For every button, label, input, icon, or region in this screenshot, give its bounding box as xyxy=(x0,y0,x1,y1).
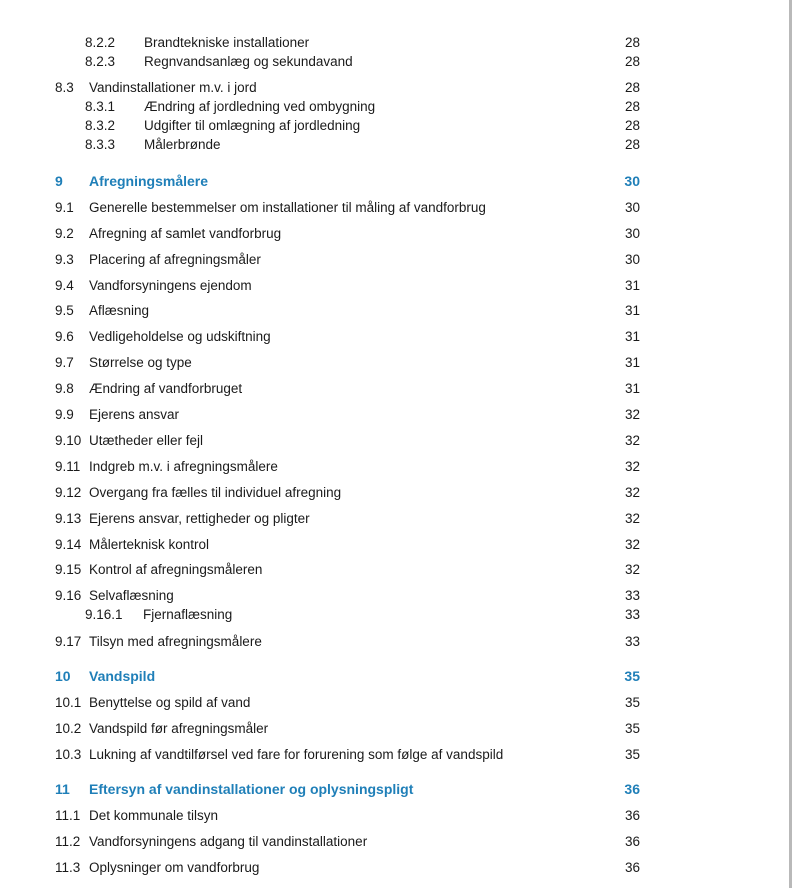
toc-title: Oplysninger om vandforbrug xyxy=(89,860,260,875)
toc-entry[interactable] xyxy=(0,431,792,450)
toc-title: Fjernaflæsning xyxy=(143,607,233,622)
toc-entry[interactable] xyxy=(0,116,792,135)
toc-entry[interactable] xyxy=(0,97,792,116)
toc-number: 9.16.1 xyxy=(85,607,123,622)
toc-number: 10.2 xyxy=(55,721,82,736)
toc-page: 32 xyxy=(624,485,640,500)
toc-page: 32 xyxy=(624,407,640,422)
toc-page: 36 xyxy=(624,781,640,797)
toc-chapter-entry[interactable] xyxy=(0,172,792,191)
toc-number: 8.2.2 xyxy=(85,35,116,50)
toc-title: Regnvandsanlæg og sekundavand xyxy=(144,54,353,69)
toc-entry[interactable] xyxy=(0,632,792,651)
toc-page: 30 xyxy=(624,252,640,267)
toc-entry[interactable] xyxy=(0,745,792,764)
toc-number: 9.8 xyxy=(55,381,74,396)
toc-entry[interactable] xyxy=(0,250,792,269)
toc-number: 9.13 xyxy=(55,511,82,526)
toc-number: 11.3 xyxy=(55,860,81,875)
toc-entry[interactable] xyxy=(0,535,792,554)
toc-number: 8.3.3 xyxy=(85,137,116,152)
toc-number: 11.2 xyxy=(55,834,81,849)
toc-page: 31 xyxy=(624,303,640,318)
toc-page: 31 xyxy=(624,329,640,344)
toc-page: 35 xyxy=(624,695,640,710)
toc-page: 32 xyxy=(624,433,640,448)
toc-entry[interactable] xyxy=(0,224,792,243)
toc-page: 36 xyxy=(624,808,640,823)
toc-title: Lukning af vandtilførsel ved fare for forurening som følge af vandspild xyxy=(89,747,504,762)
toc-title: Benyttelse og spild af vand xyxy=(89,695,251,710)
toc-title: Afregningsmålere xyxy=(89,173,209,189)
toc-title: Utætheder eller fejl xyxy=(89,433,204,448)
toc-entry[interactable] xyxy=(0,33,792,52)
toc-page: 32 xyxy=(624,511,640,526)
toc-title: Eftersyn af vandinstallationer og oplysningspligt xyxy=(89,781,414,797)
toc-entry[interactable] xyxy=(0,586,792,605)
toc-page: 30 xyxy=(624,173,640,189)
toc-page: 32 xyxy=(624,459,640,474)
toc-title: Vandforsyningens adgang til vandinstallationer xyxy=(89,834,368,849)
toc-title: Ejerens ansvar, rettigheder og pligter xyxy=(89,511,310,526)
toc-page: 28 xyxy=(624,35,640,50)
toc-page: 35 xyxy=(624,747,640,762)
toc-entry[interactable] xyxy=(0,52,792,71)
toc-title: Tilsyn med afregningsmålere xyxy=(89,634,262,649)
toc-page: 35 xyxy=(624,721,640,736)
toc-entry[interactable] xyxy=(0,509,792,528)
toc-number: 9.15 xyxy=(55,562,82,577)
toc-page: 33 xyxy=(624,588,640,603)
toc-title: Placering af afregningsmåler xyxy=(89,252,261,267)
toc-title: Det kommunale tilsyn xyxy=(89,808,219,823)
toc-title: Ændring af jordledning ved ombygning xyxy=(144,99,376,114)
toc-entry[interactable] xyxy=(0,832,792,851)
toc-entry[interactable] xyxy=(0,301,792,320)
toc-title: Ejerens ansvar xyxy=(89,407,180,422)
toc-entry[interactable] xyxy=(0,379,792,398)
toc-number: 9.6 xyxy=(55,329,74,344)
toc-entry[interactable] xyxy=(0,327,792,346)
toc-entry[interactable] xyxy=(0,198,792,217)
toc-page: 33 xyxy=(624,607,640,622)
toc-page: 31 xyxy=(624,278,640,293)
toc-number: 9.3 xyxy=(55,252,74,267)
toc-entry[interactable] xyxy=(0,560,792,579)
toc-entry[interactable] xyxy=(0,605,792,624)
toc-page: 35 xyxy=(624,668,640,684)
toc-number: 9.14 xyxy=(55,537,82,552)
toc-entry[interactable] xyxy=(0,693,792,712)
toc-entry[interactable] xyxy=(0,405,792,424)
toc-number: 9.12 xyxy=(55,485,82,500)
toc-title: Selvaflæsning xyxy=(89,588,174,603)
toc-page: 28 xyxy=(624,137,640,152)
toc-title: Kontrol af afregningsmåleren xyxy=(89,562,263,577)
toc-page: 32 xyxy=(624,537,640,552)
toc-number: 11 xyxy=(55,781,70,797)
toc-chapter-entry[interactable] xyxy=(0,667,792,686)
toc-number: 9.1 xyxy=(55,200,74,215)
toc-number: 9.17 xyxy=(55,634,82,649)
toc-number: 8.3.1 xyxy=(85,99,116,114)
toc-title: Vedligeholdelse og udskiftning xyxy=(89,329,271,344)
toc-number: 8.2.3 xyxy=(85,54,116,69)
toc-number: 9.2 xyxy=(55,226,74,241)
toc-title: Udgifter til omlægning af jordledning xyxy=(144,118,361,133)
toc-number: 10.1 xyxy=(55,695,82,710)
toc-number: 9.16 xyxy=(55,588,82,603)
toc-page: 32 xyxy=(624,562,640,577)
toc-entry[interactable] xyxy=(0,457,792,476)
toc-number: 9.5 xyxy=(55,303,74,318)
toc-number: 9.4 xyxy=(55,278,74,293)
toc-entry[interactable] xyxy=(0,806,792,825)
toc-entry[interactable] xyxy=(0,483,792,502)
toc-entry[interactable] xyxy=(0,276,792,295)
toc-page: 28 xyxy=(624,54,640,69)
toc-chapter-entry[interactable] xyxy=(0,780,792,799)
toc-number: 8.3 xyxy=(55,80,74,95)
toc-title: Generelle bestemmelser om installationer til måling af vandforbrug xyxy=(89,200,486,215)
toc-title: Indgreb m.v. i afregningsmålere xyxy=(89,459,278,474)
toc-title: Vandspild xyxy=(89,668,156,684)
toc-page: 30 xyxy=(624,200,640,215)
toc-page: 28 xyxy=(624,99,640,114)
toc-title: Størrelse og type xyxy=(89,355,192,370)
toc-page: 31 xyxy=(624,381,640,396)
toc-title: Aflæsning xyxy=(89,303,150,318)
toc-number: 11.1 xyxy=(55,808,81,823)
toc-number: 9.9 xyxy=(55,407,74,422)
toc-page: 33 xyxy=(624,634,640,649)
toc-number: 10 xyxy=(55,668,71,684)
toc-number: 9.10 xyxy=(55,433,82,448)
toc-title: Målerteknisk kontrol xyxy=(89,537,210,552)
toc-title: Afregning af samlet vandforbrug xyxy=(89,226,282,241)
toc-entry[interactable] xyxy=(0,353,792,372)
toc-title: Brandtekniske installationer xyxy=(144,35,310,50)
toc-page: 36 xyxy=(624,834,640,849)
toc-page: 36 xyxy=(624,860,640,875)
toc-number: 8.3.2 xyxy=(85,118,116,133)
toc-title: Vandinstallationer m.v. i jord xyxy=(89,80,257,95)
toc-title: Overgang fra fælles til individuel afregning xyxy=(89,485,342,500)
toc-page: 31 xyxy=(624,355,640,370)
toc-entry[interactable] xyxy=(0,78,792,97)
toc-title: Vandspild før afregningsmåler xyxy=(89,721,269,736)
toc-number: 9.11 xyxy=(55,459,81,474)
toc-entry[interactable] xyxy=(0,719,792,738)
toc-page: 30 xyxy=(624,226,640,241)
toc-title: Målerbrønde xyxy=(144,137,221,152)
toc-number: 9 xyxy=(55,173,63,189)
toc-number: 9.7 xyxy=(55,355,74,370)
toc-title: Ændring af vandforbruget xyxy=(89,381,243,396)
toc-page: 28 xyxy=(624,80,640,95)
toc-entry[interactable] xyxy=(0,858,792,877)
toc-page: 28 xyxy=(624,118,640,133)
toc-entry[interactable] xyxy=(0,135,792,154)
toc-title: Vandforsyningens ejendom xyxy=(89,278,252,293)
toc-number: 10.3 xyxy=(55,747,82,762)
